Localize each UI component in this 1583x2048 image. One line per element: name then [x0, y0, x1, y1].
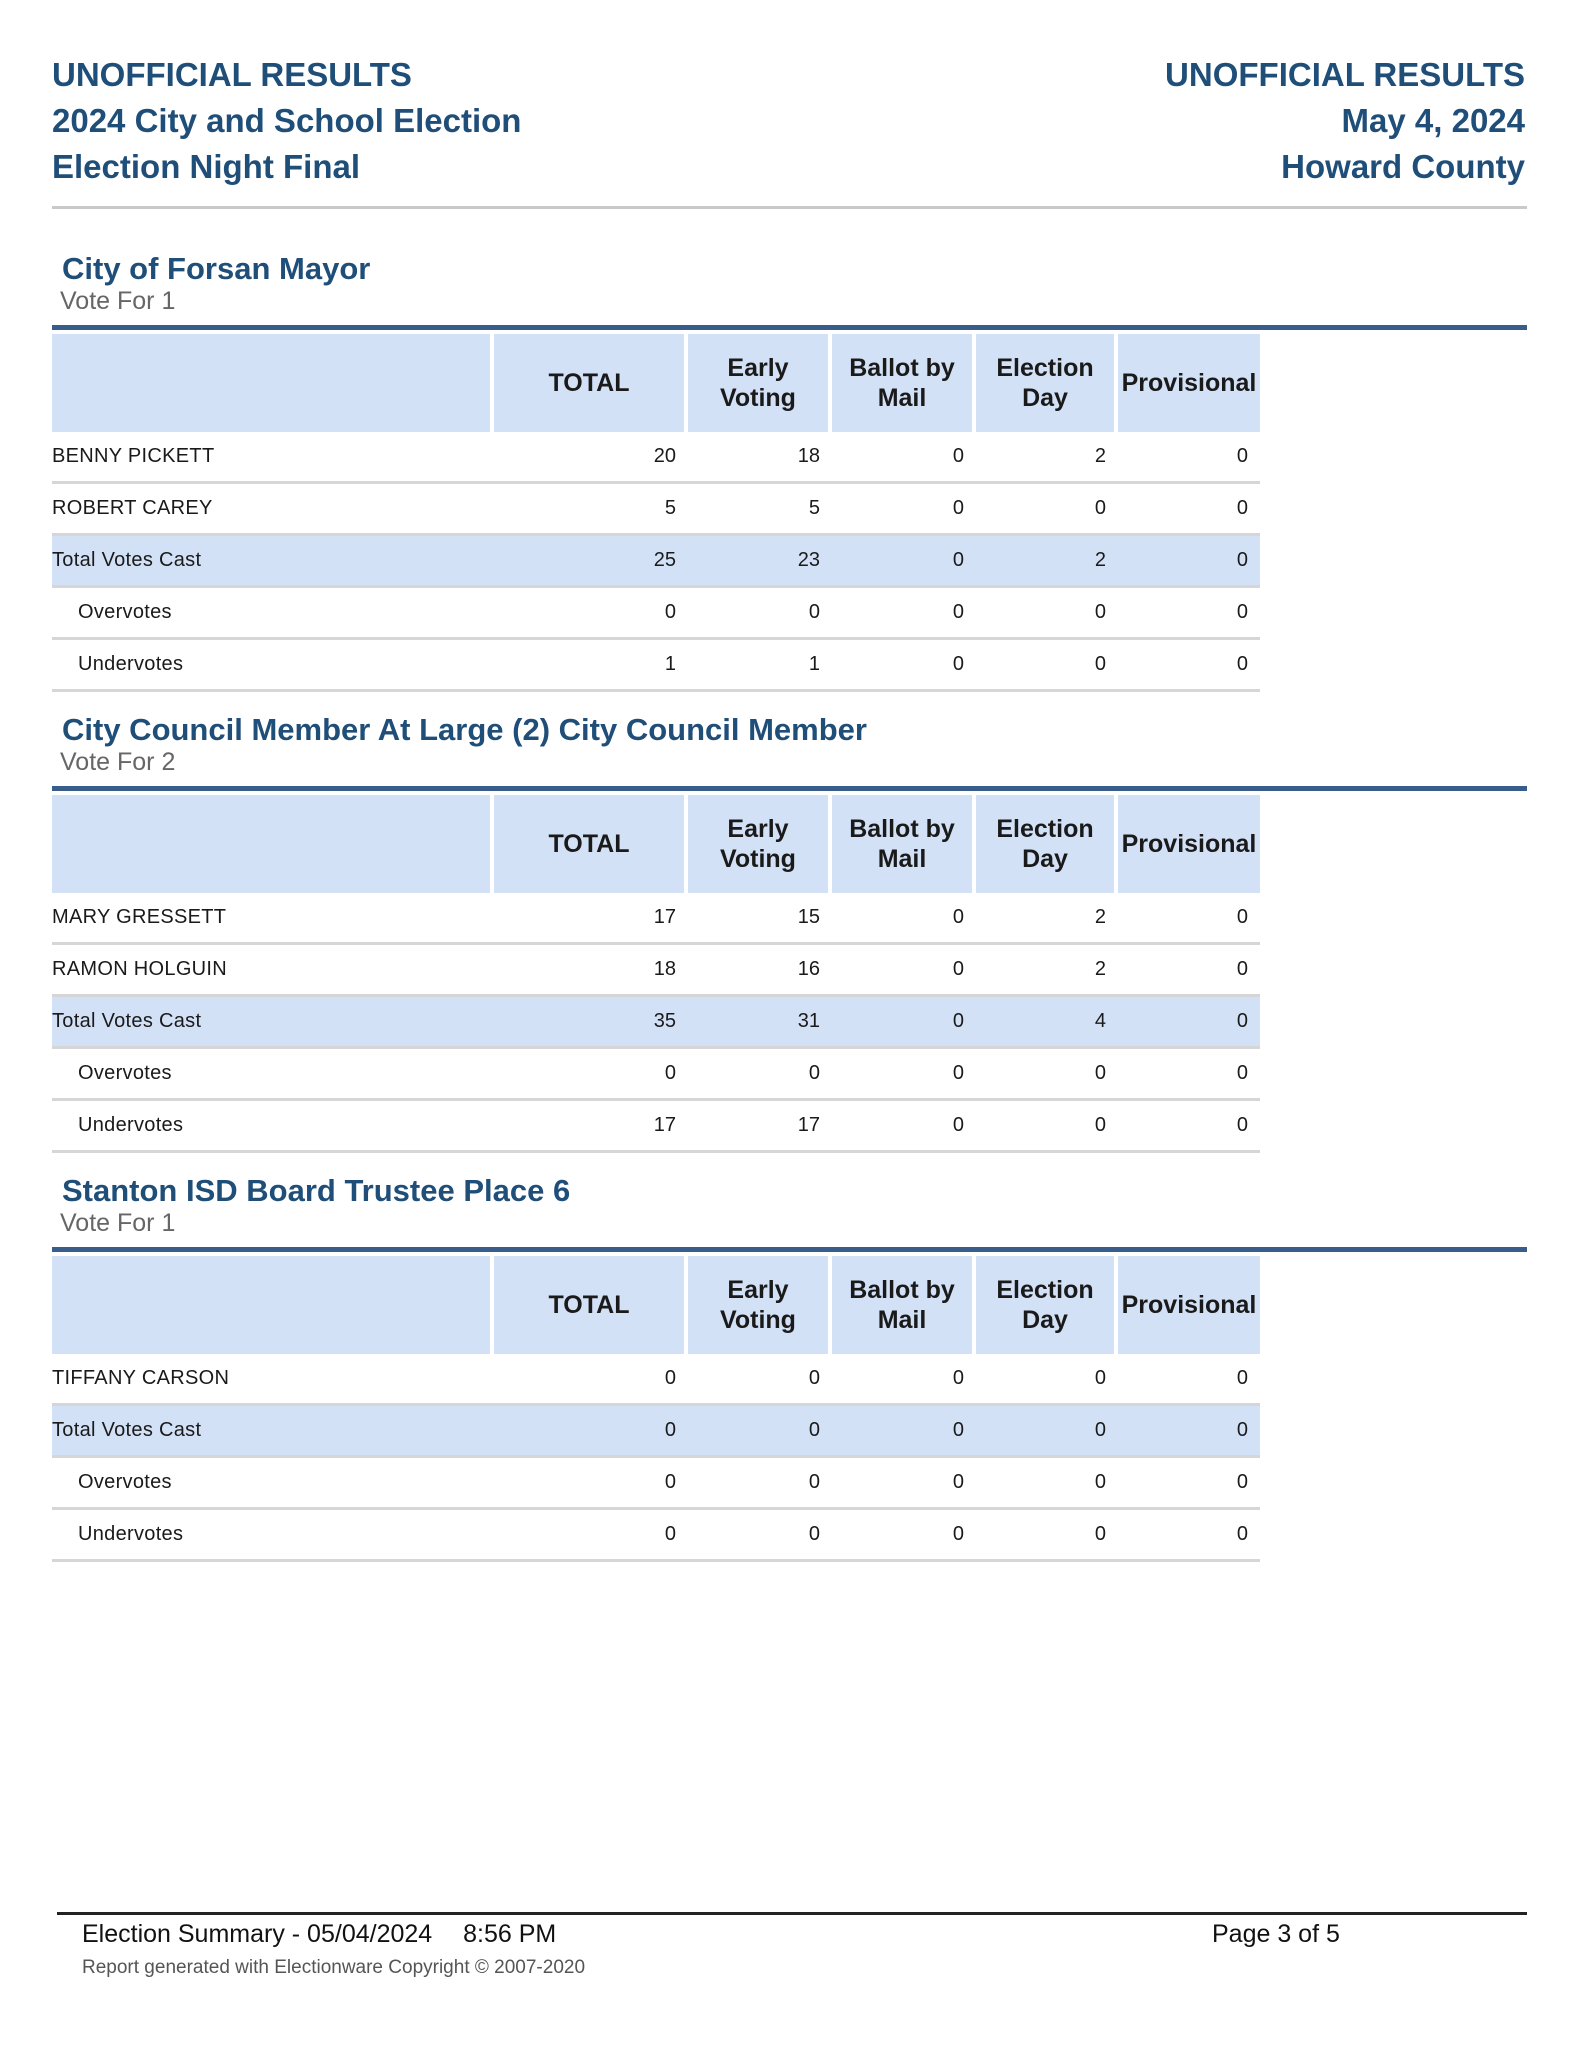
header-cell-blank	[52, 334, 494, 432]
cell-provisional: 0	[1118, 997, 1260, 1049]
cell-total: 20	[494, 432, 688, 484]
header-election-name: 2024 City and School Election	[52, 102, 522, 139]
cell-election-day: 0	[976, 588, 1118, 640]
candidate-name: MARY GRESSETT	[52, 893, 494, 945]
candidate-row	[52, 484, 1260, 536]
footer-summary-time: 8:56 PM	[463, 1920, 557, 1948]
cell-mail: 0	[832, 432, 976, 484]
overvotes-row	[52, 1049, 1260, 1101]
candidate-row	[52, 893, 1260, 945]
cell-total: 17	[494, 893, 688, 945]
undervotes-row	[52, 1101, 1260, 1153]
header-cell-provisional: Provisional	[1118, 795, 1260, 893]
header-left	[52, 52, 521, 190]
header-cell-provisional: Provisional	[1118, 1256, 1260, 1354]
header-cell-mail: Ballot by Mail	[832, 795, 976, 893]
cell-election-day: 0	[976, 640, 1118, 692]
total-votes-row	[52, 536, 1260, 588]
race-title: City of Forsan Mayor	[62, 251, 371, 286]
cell-mail: 0	[832, 640, 976, 692]
cell-mail: 0	[832, 1458, 976, 1510]
total-votes-row	[52, 1406, 1260, 1458]
cell-election-day: 0	[976, 1049, 1118, 1101]
race-divider	[52, 786, 1527, 791]
cell-election-day: 2	[976, 945, 1118, 997]
undervotes-row	[52, 1510, 1260, 1562]
undervotes-row	[52, 640, 1260, 692]
page-number: Page 3 of 5	[1212, 1920, 1340, 1948]
cell-election-day: 0	[976, 484, 1118, 536]
cell-provisional: 0	[1118, 893, 1260, 945]
cell-early: 0	[688, 1406, 832, 1458]
cell-provisional: 0	[1118, 1510, 1260, 1562]
cell-provisional: 0	[1118, 484, 1260, 536]
cell-early: 0	[688, 1354, 832, 1406]
cell-election-day: 2	[976, 893, 1118, 945]
cell-mail: 0	[832, 997, 976, 1049]
candidate-name: BENNY PICKETT	[52, 432, 494, 484]
cell-total: 5	[494, 484, 688, 536]
row-label: Undervotes	[52, 640, 494, 692]
cell-provisional: 0	[1118, 536, 1260, 588]
cell-provisional: 0	[1118, 640, 1260, 692]
cell-provisional: 0	[1118, 588, 1260, 640]
candidate-row	[52, 945, 1260, 997]
header-cell-election-day: Election Day	[976, 795, 1118, 893]
row-label: Overvotes	[52, 588, 494, 640]
header-status-right: UNOFFICIAL RESULTS	[1165, 56, 1525, 93]
table-header-row	[52, 795, 1260, 893]
header-right	[1165, 52, 1525, 190]
race-section	[52, 712, 1527, 1153]
cell-total: 17	[494, 1101, 688, 1153]
row-label: Undervotes	[52, 1101, 494, 1153]
cell-election-day: 4	[976, 997, 1118, 1049]
cell-early: 5	[688, 484, 832, 536]
race-vote-for: Vote For 1	[60, 1209, 176, 1237]
cell-mail: 0	[832, 536, 976, 588]
cell-mail: 0	[832, 1510, 976, 1562]
cell-total: 35	[494, 997, 688, 1049]
race-section	[52, 1173, 1527, 1562]
header-cell-total: TOTAL	[494, 1256, 688, 1354]
results-table	[52, 334, 1260, 692]
cell-early: 0	[688, 588, 832, 640]
header-county: Howard County	[1281, 148, 1525, 185]
cell-provisional: 0	[1118, 1354, 1260, 1406]
cell-mail: 0	[832, 484, 976, 536]
header-cell-early: Early Voting	[688, 795, 832, 893]
cell-mail: 0	[832, 1101, 976, 1153]
header-cell-total: TOTAL	[494, 795, 688, 893]
table-header-row	[52, 1256, 1260, 1354]
header-cell-provisional: Provisional	[1118, 334, 1260, 432]
cell-election-day: 0	[976, 1354, 1118, 1406]
candidate-name: ROBERT CAREY	[52, 484, 494, 536]
cell-total: 0	[494, 1510, 688, 1562]
cell-election-day: 0	[976, 1458, 1118, 1510]
footer-copyright: Report generated with Electionware Copyright © 2007-2020	[82, 1957, 586, 1978]
header-cell-total: TOTAL	[494, 334, 688, 432]
cell-election-day: 0	[976, 1406, 1118, 1458]
header-date: May 4, 2024	[1341, 102, 1525, 139]
footer-summary-date: Election Summary - 05/04/2024	[82, 1920, 433, 1948]
cell-early: 18	[688, 432, 832, 484]
cell-mail: 0	[832, 893, 976, 945]
cell-early: 0	[688, 1458, 832, 1510]
cell-early: 16	[688, 945, 832, 997]
header-cell-blank	[52, 1256, 494, 1354]
race-vote-for: Vote For 1	[60, 287, 176, 315]
cell-provisional: 0	[1118, 1101, 1260, 1153]
header-report-stage: Election Night Final	[52, 148, 361, 185]
cell-mail: 0	[832, 1406, 976, 1458]
cell-election-day: 2	[976, 432, 1118, 484]
cell-provisional: 0	[1118, 1406, 1260, 1458]
header-cell-early: Early Voting	[688, 1256, 832, 1354]
cell-early: 17	[688, 1101, 832, 1153]
race-section	[52, 251, 1527, 692]
race-vote-for: Vote For 2	[60, 748, 176, 776]
cell-mail: 0	[832, 1354, 976, 1406]
cell-election-day: 2	[976, 536, 1118, 588]
cell-early: 1	[688, 640, 832, 692]
footer-divider	[57, 1912, 1527, 1915]
header-status: UNOFFICIAL RESULTS	[52, 56, 412, 93]
row-label: Overvotes	[52, 1049, 494, 1101]
cell-mail: 0	[832, 945, 976, 997]
cell-early: 0	[688, 1510, 832, 1562]
race-divider	[52, 1247, 1527, 1252]
cell-provisional: 0	[1118, 945, 1260, 997]
table-header-row	[52, 334, 1260, 432]
cell-mail: 0	[832, 588, 976, 640]
header-divider	[52, 206, 1527, 209]
race-divider	[52, 325, 1527, 330]
candidate-name: RAMON HOLGUIN	[52, 945, 494, 997]
cell-total: 18	[494, 945, 688, 997]
race-title: City Council Member At Large (2) City Council Member	[62, 712, 867, 747]
cell-total: 0	[494, 1354, 688, 1406]
cell-early: 15	[688, 893, 832, 945]
row-label: Total Votes Cast	[52, 997, 494, 1049]
cell-total: 1	[494, 640, 688, 692]
cell-early: 31	[688, 997, 832, 1049]
overvotes-row	[52, 1458, 1260, 1510]
cell-provisional: 0	[1118, 432, 1260, 484]
cell-total: 0	[494, 1049, 688, 1101]
footer-summary	[82, 1920, 556, 1949]
cell-total: 0	[494, 1458, 688, 1510]
row-label: Undervotes	[52, 1510, 494, 1562]
candidate-name: TIFFANY CARSON	[52, 1354, 494, 1406]
cell-early: 0	[688, 1049, 832, 1101]
cell-early: 23	[688, 536, 832, 588]
header-cell-election-day: Election Day	[976, 334, 1118, 432]
cell-total: 25	[494, 536, 688, 588]
row-label: Overvotes	[52, 1458, 494, 1510]
results-table	[52, 1256, 1260, 1562]
candidate-row	[52, 432, 1260, 484]
cell-total: 0	[494, 1406, 688, 1458]
header-cell-mail: Ballot by Mail	[832, 1256, 976, 1354]
total-votes-row	[52, 997, 1260, 1049]
candidate-row	[52, 1354, 1260, 1406]
cell-election-day: 0	[976, 1510, 1118, 1562]
results-table	[52, 795, 1260, 1153]
row-label: Total Votes Cast	[52, 1406, 494, 1458]
cell-total: 0	[494, 588, 688, 640]
header-cell-election-day: Election Day	[976, 1256, 1118, 1354]
header-cell-mail: Ballot by Mail	[832, 334, 976, 432]
cell-election-day: 0	[976, 1101, 1118, 1153]
cell-provisional: 0	[1118, 1458, 1260, 1510]
header-cell-blank	[52, 795, 494, 893]
overvotes-row	[52, 588, 1260, 640]
header-cell-early: Early Voting	[688, 334, 832, 432]
cell-mail: 0	[832, 1049, 976, 1101]
cell-provisional: 0	[1118, 1049, 1260, 1101]
race-title: Stanton ISD Board Trustee Place 6	[62, 1173, 571, 1208]
row-label: Total Votes Cast	[52, 536, 494, 588]
